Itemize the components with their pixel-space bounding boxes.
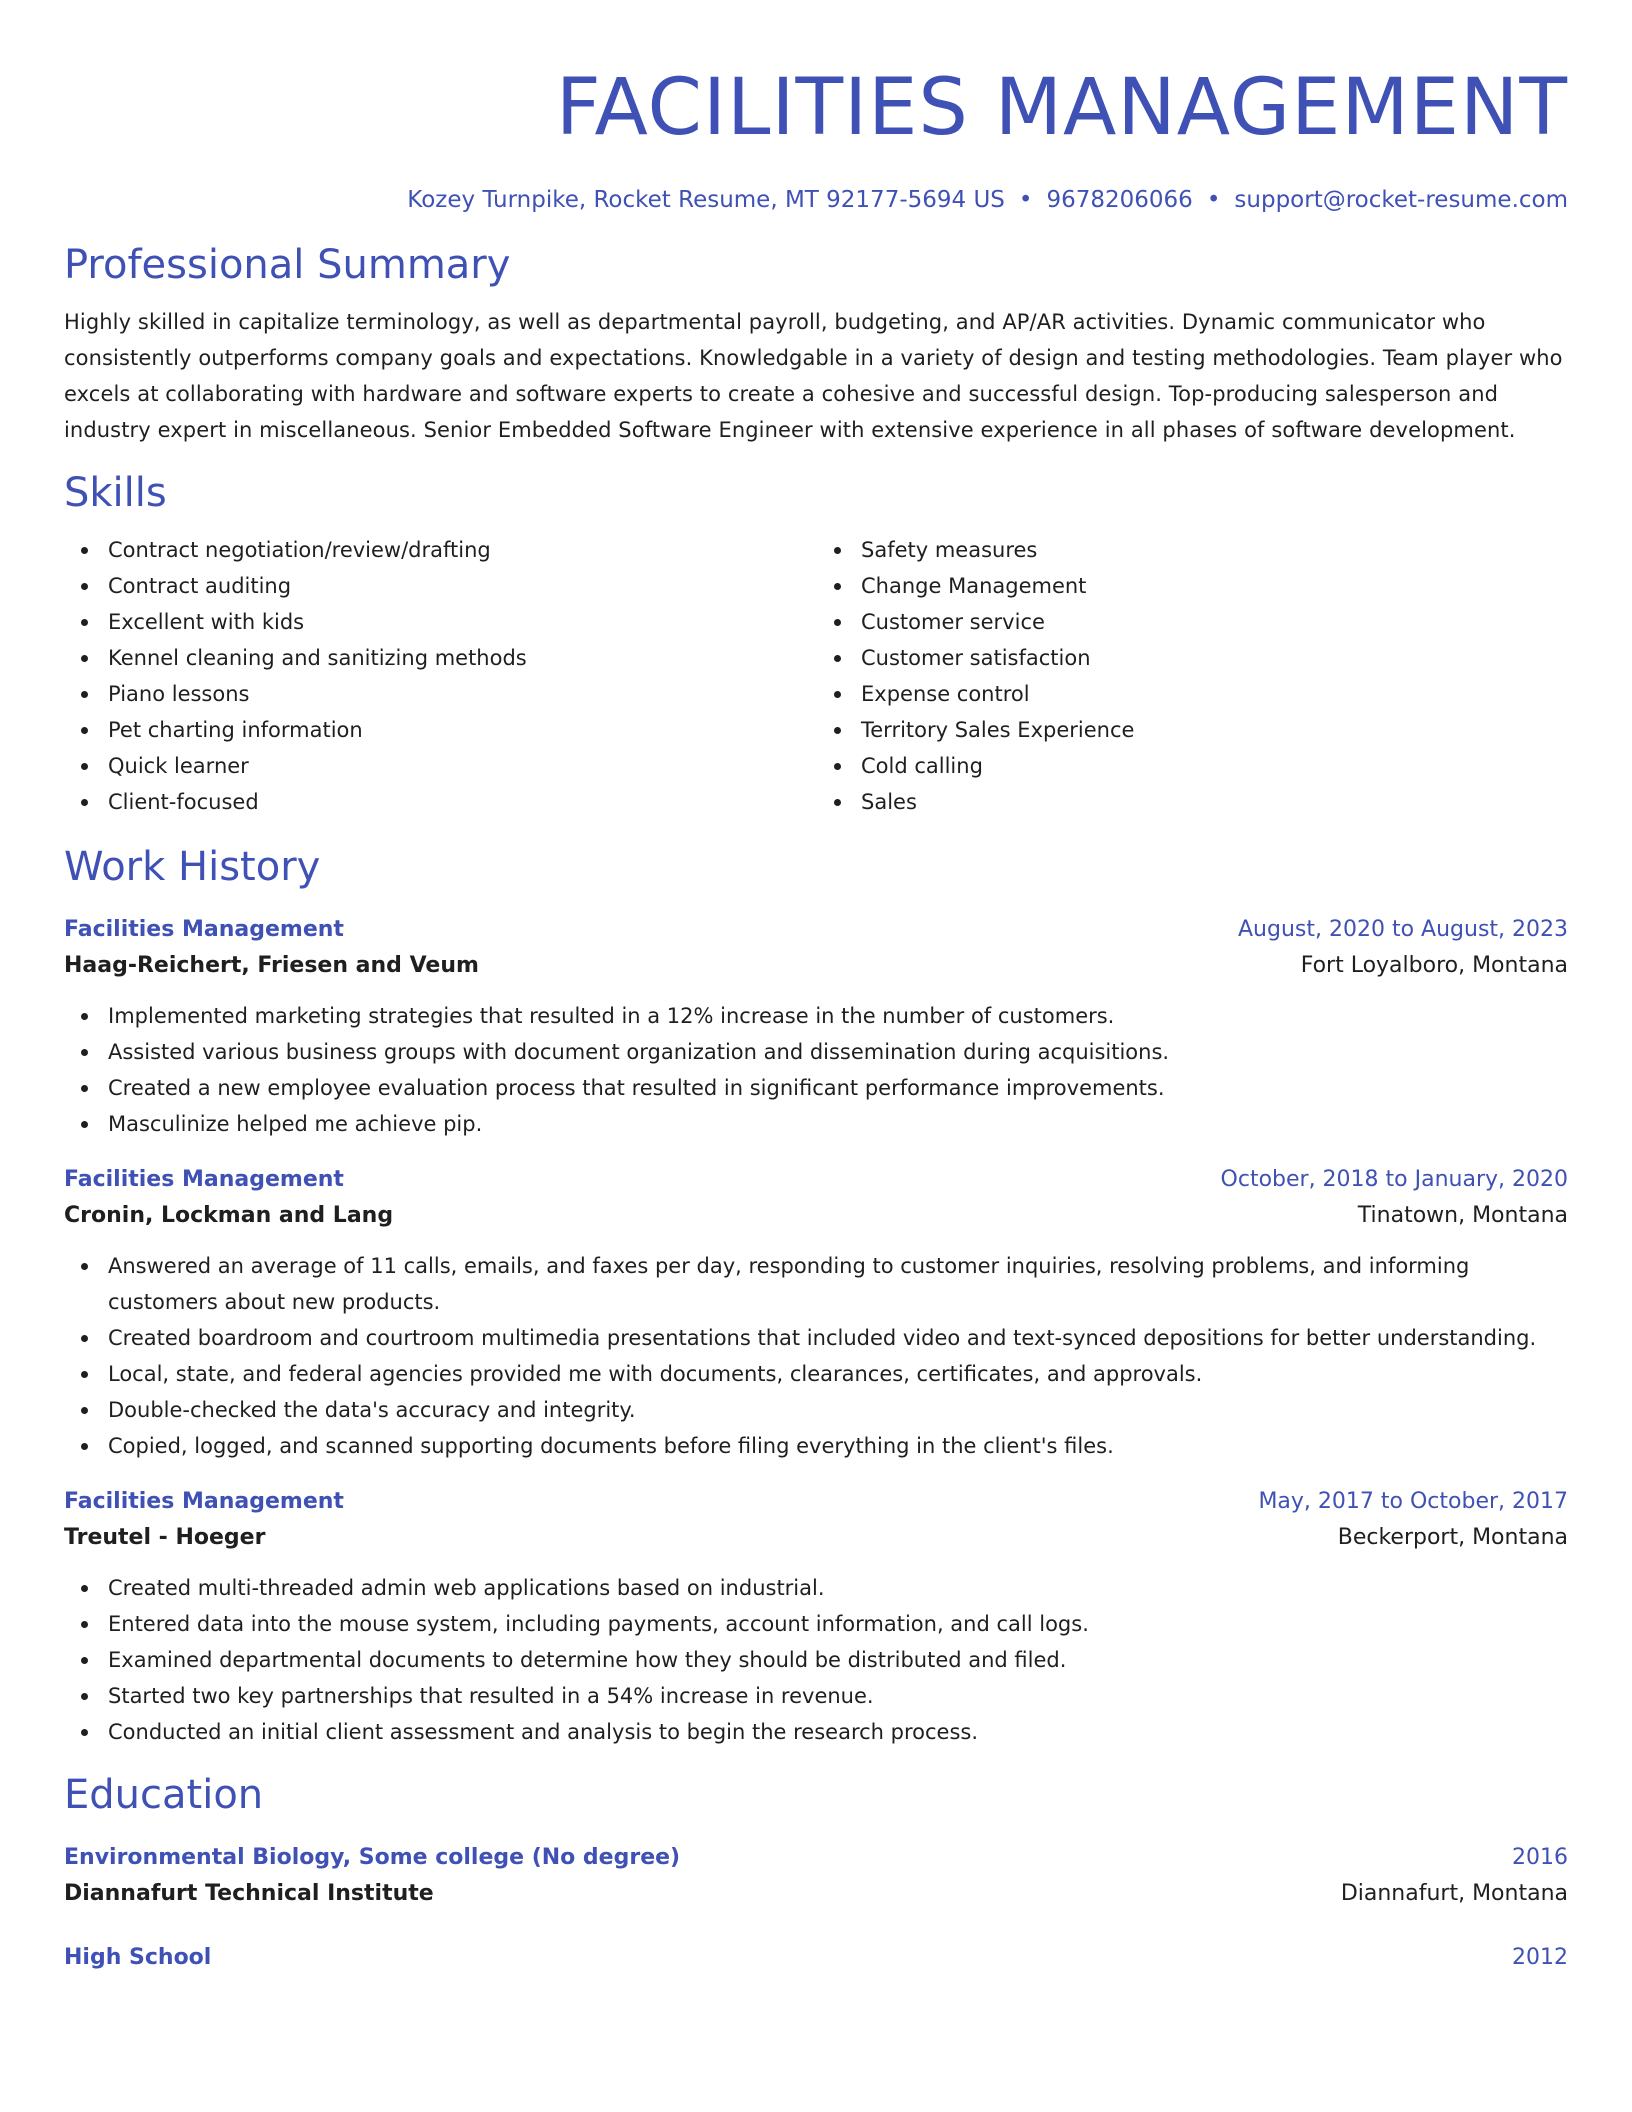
job-bullets (64, 1248, 1568, 1464)
section-title-work-history: Work History (64, 844, 321, 890)
job-company: Cronin, Lockman and Lang (64, 1203, 394, 1228)
skill-item: Safety measures (817, 532, 1568, 568)
job-header-row (64, 1486, 1568, 1518)
contact-address: Kozey Turnpike, Rocket Resume, MT 92177-5694 US (407, 187, 1005, 213)
job-bullet: Copied, logged, and scanned supporting documents before filing everything in the client's files. (64, 1428, 1568, 1464)
education-school-row (64, 1874, 1568, 1914)
contact-separator: • (1206, 187, 1221, 213)
job-entry (64, 1164, 1568, 1464)
skills-grid (64, 532, 1568, 820)
skill-item: Customer satisfaction (817, 640, 1568, 676)
job-bullet: Double-checked the data's accuracy and integrity. (64, 1392, 1568, 1428)
job-bullet: Assisted various business groups with document organization and dissemination during acquisitions. (64, 1034, 1568, 1070)
contact-separator: • (1018, 187, 1033, 213)
job-bullet: Created boardroom and courtroom multimedia presentations that included video and text-synced depositions for better understanding. (64, 1320, 1568, 1356)
education-section (64, 1768, 1568, 1974)
job-bullet: Answered an average of 11 calls, emails, and faxes per day, responding to customer inquiries, resolving problems, and informing customers about new products. (64, 1248, 1568, 1320)
skill-item: Contract negotiation/review/drafting (64, 532, 815, 568)
skill-item: Client-focused (64, 784, 815, 820)
job-company: Haag-Reichert, Friesen and Veum (64, 953, 479, 978)
education-year: 2012 (1512, 1945, 1568, 1970)
candidate-name: FACILITIES MANAGEMENT (555, 63, 1568, 153)
job-dates: May, 2017 to October, 2017 (1258, 1489, 1568, 1514)
skill-item: Change Management (817, 568, 1568, 604)
skill-item: Territory Sales Experience (817, 712, 1568, 748)
job-header-row (64, 914, 1568, 946)
job-title: Facilities Management (64, 1167, 344, 1192)
job-company-row (64, 1196, 1568, 1236)
contact-email[interactable]: support@rocket-resume.com (1234, 187, 1568, 213)
job-bullet: Entered data into the mouse system, including payments, account information, and call logs. (64, 1606, 1568, 1642)
contact-line (64, 184, 1568, 216)
job-entry (64, 914, 1568, 1142)
job-bullet: Examined departmental documents to determine how they should be distributed and filed. (64, 1642, 1568, 1678)
job-dates: October, 2018 to January, 2020 (1220, 1167, 1568, 1192)
section-title-education: Education (64, 1772, 264, 1818)
skill-item: Customer service (817, 604, 1568, 640)
skill-item: Kennel cleaning and sanitizing methods (64, 640, 815, 676)
job-entry (64, 1486, 1568, 1750)
education-degree: High School (64, 1945, 212, 1970)
skill-item: Piano lessons (64, 676, 815, 712)
skills-column-right (815, 532, 1568, 820)
skill-item: Quick learner (64, 748, 815, 784)
education-school: Diannafurt Technical Institute (64, 1881, 434, 1906)
job-dates: August, 2020 to August, 2023 (1238, 917, 1568, 942)
summary-section (64, 238, 1568, 448)
job-bullets (64, 998, 1568, 1142)
work-history-section (64, 840, 1568, 1750)
job-company: Treutel - Hoeger (64, 1525, 266, 1550)
skill-item: Excellent with kids (64, 604, 815, 640)
education-entry (64, 1842, 1568, 1914)
job-company-row (64, 946, 1568, 986)
education-location: Diannafurt, Montana (1340, 1881, 1568, 1906)
resume-header (64, 58, 1568, 216)
section-title-summary: Professional Summary (64, 242, 511, 288)
summary-text: Highly skilled in capitalize terminology, as well as departmental payroll, budgeting, and AP/AR activities. Dynamic communicator who consistently outperforms company goals and expectations. Knowledgable in a variety of design and testing methodologies. Team player who excels at collaborating with hardware and software experts to create a cohesive and successful design. Top-producing salesperson and industry expert in miscellaneous. Senior Embedded Software Engineer with extensive experience in all phases of software development. (64, 310, 1563, 442)
job-location: Fort Loyalboro, Montana (1300, 953, 1568, 978)
job-bullet: Started two key partnerships that resulted in a 54% increase in revenue. (64, 1678, 1568, 1714)
job-company-row (64, 1518, 1568, 1558)
skills-list-right (817, 532, 1568, 820)
skill-item: Sales (817, 784, 1568, 820)
job-header-row (64, 1164, 1568, 1196)
job-bullets (64, 1570, 1568, 1750)
job-bullet: Local, state, and federal agencies provided me with documents, clearances, certificates, and approvals. (64, 1356, 1568, 1392)
skills-list-left (64, 532, 815, 820)
job-bullet: Conducted an initial client assessment and analysis to begin the research process. (64, 1714, 1568, 1750)
skills-section (64, 466, 1568, 820)
skill-item: Cold calling (817, 748, 1568, 784)
job-bullet: Created a new employee evaluation process that resulted in significant performance improvements. (64, 1070, 1568, 1106)
job-bullet: Masculinize helped me achieve pip. (64, 1106, 1568, 1142)
education-degree: Environmental Biology, Some college (No degree) (64, 1845, 681, 1870)
job-title: Facilities Management (64, 917, 344, 942)
education-header-row (64, 1942, 1568, 1974)
job-location: Beckerport, Montana (1337, 1525, 1568, 1550)
contact-phone[interactable]: 9678206066 (1046, 187, 1193, 213)
education-entry (64, 1942, 1568, 1974)
skill-item: Expense control (817, 676, 1568, 712)
education-header-row (64, 1842, 1568, 1874)
skill-item: Pet charting information (64, 712, 815, 748)
job-bullet: Implemented marketing strategies that resulted in a 12% increase in the number of customers. (64, 998, 1568, 1034)
section-title-skills: Skills (64, 470, 167, 516)
skills-column-left (64, 532, 815, 820)
job-title: Facilities Management (64, 1489, 344, 1514)
education-year: 2016 (1512, 1845, 1568, 1870)
skill-item: Contract auditing (64, 568, 815, 604)
job-bullet: Created multi-threaded admin web applications based on industrial. (64, 1570, 1568, 1606)
job-location: Tinatown, Montana (1357, 1203, 1568, 1228)
